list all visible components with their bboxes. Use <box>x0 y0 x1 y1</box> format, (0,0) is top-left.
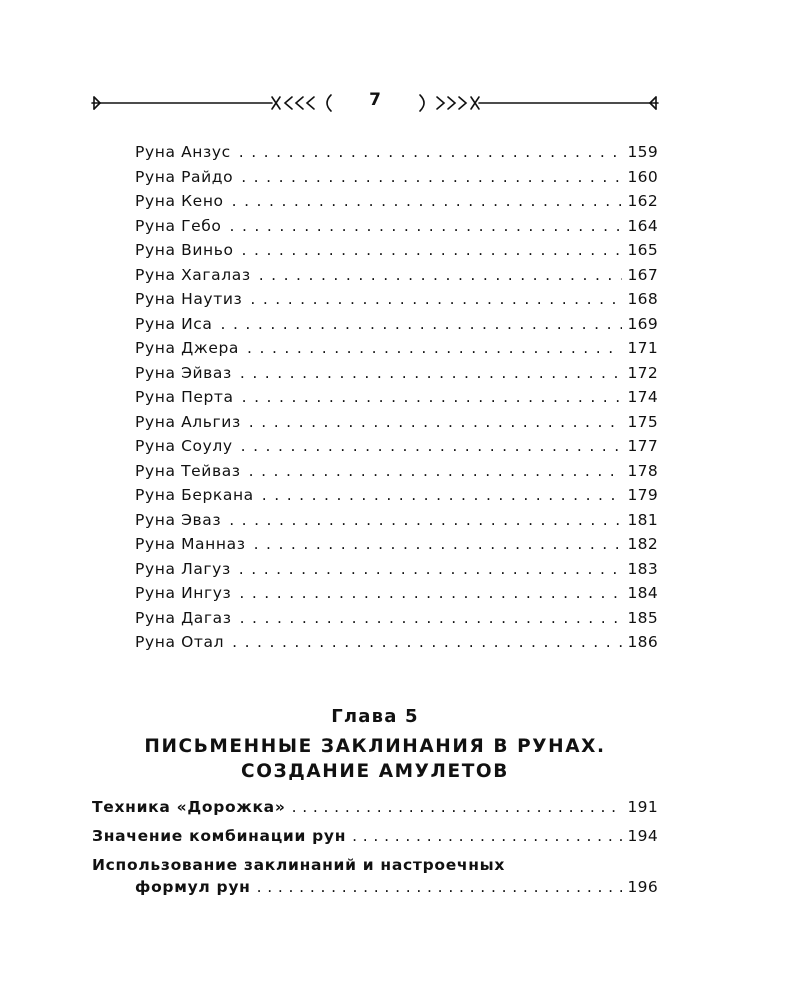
toc-entry-page: 191 <box>627 798 658 816</box>
toc-entry-title: Руна Джера <box>135 339 240 357</box>
toc-entry-title: Руна Наутиз <box>135 290 243 308</box>
toc-entry-page: 196 <box>627 878 658 896</box>
toc-entry[interactable] <box>135 217 658 242</box>
toc-entry-title: Руна Ингуз <box>135 584 232 602</box>
toc-entry[interactable] <box>135 388 658 413</box>
toc-entry-page: 181 <box>627 510 658 529</box>
toc-entry-page: 172 <box>627 363 658 382</box>
toc-entry-title: Руна Перта <box>135 388 234 406</box>
toc-entry[interactable] <box>135 339 658 364</box>
toc-entry-title: Руна Хагалаз <box>135 265 251 284</box>
toc-entry[interactable] <box>135 535 658 560</box>
rune-toc-list <box>135 143 658 658</box>
toc-entry-title: Руна Анзус <box>135 143 231 161</box>
toc-entry-page: 164 <box>627 216 658 235</box>
toc-entry[interactable] <box>135 486 658 511</box>
dot-leader <box>232 192 622 210</box>
toc-entry-title: Руна Отал <box>135 633 225 651</box>
toc-entry-page: 175 <box>627 412 658 431</box>
toc-entry-multiline[interactable] <box>92 856 658 902</box>
toc-entry-page: 171 <box>627 339 658 357</box>
toc-entry[interactable] <box>135 609 658 634</box>
toc-entry-title: Руна Райдо <box>135 167 234 186</box>
dot-leader <box>232 633 621 651</box>
toc-entry[interactable] <box>92 798 658 822</box>
chapter-title-line-2: СОЗДАНИЕ АМУЛЕТОВ <box>241 761 509 782</box>
chapter-title-line-1: ПИСЬМЕННЫЕ ЗАКЛИНАНИЯ В РУНАХ. <box>144 736 606 757</box>
toc-entry-title: Руна Кено <box>135 192 224 210</box>
toc-entry-page: 186 <box>627 633 658 651</box>
toc-entry-page: 162 <box>627 192 658 210</box>
toc-entry-title: Руна Беркана <box>135 486 254 504</box>
toc-entry-title: Руна Соулу <box>135 437 233 455</box>
toc-entry-page: 178 <box>627 461 658 480</box>
toc-entry-title: Руна Иса <box>135 314 213 333</box>
toc-entry[interactable] <box>135 364 658 389</box>
dot-leader <box>239 584 621 602</box>
toc-entry-title: Руна Альгиз <box>135 412 241 431</box>
dot-leader <box>257 878 622 896</box>
dot-leader <box>262 486 622 504</box>
toc-entry[interactable] <box>135 584 658 609</box>
dot-leader <box>230 217 622 235</box>
chapter-title <box>0 734 750 784</box>
toc-entry[interactable] <box>135 290 658 315</box>
dot-leader <box>250 290 621 308</box>
dot-leader <box>292 798 622 816</box>
toc-entry[interactable] <box>135 143 658 168</box>
toc-entry-page: 184 <box>627 584 658 602</box>
dot-leader <box>221 315 622 333</box>
dot-leader <box>240 609 622 627</box>
toc-entry[interactable] <box>135 266 658 291</box>
dot-leader <box>241 168 621 186</box>
chapter-label: Глава 5 <box>331 706 419 727</box>
dot-leader <box>247 339 621 357</box>
toc-entry-page: 177 <box>627 437 658 455</box>
toc-entry-page: 185 <box>627 608 658 627</box>
toc-entry[interactable] <box>135 168 658 193</box>
toc-entry-title: Руна Тейваз <box>135 461 241 480</box>
toc-entry-title-line-2: формул рун <box>135 878 251 896</box>
dot-leader <box>239 560 622 578</box>
toc-entry[interactable] <box>135 511 658 536</box>
toc-entry[interactable] <box>135 192 658 217</box>
dot-leader <box>352 827 621 845</box>
page-number: 7 <box>369 90 381 110</box>
dot-leader <box>249 462 622 480</box>
chapter-toc-list <box>92 798 658 902</box>
toc-entry-continuation <box>92 878 658 902</box>
dot-leader <box>242 241 622 259</box>
toc-entry-page: 168 <box>627 290 658 308</box>
toc-entry-title: Значение комбинации рун <box>92 827 347 845</box>
toc-entry[interactable] <box>135 413 658 438</box>
toc-entry-page: 159 <box>627 143 658 161</box>
toc-entry[interactable] <box>135 462 658 487</box>
toc-entry[interactable] <box>135 437 658 462</box>
toc-entry[interactable] <box>135 315 658 340</box>
toc-entry-title: Руна Эваз <box>135 510 222 529</box>
toc-entry[interactable] <box>92 827 658 851</box>
dot-leader <box>240 364 622 382</box>
toc-entry-title: Руна Манназ <box>135 535 246 553</box>
toc-entry-title-line-1: Использование заклинаний и настроечных <box>92 856 506 874</box>
toc-entry[interactable] <box>135 241 658 266</box>
dot-leader <box>249 413 622 431</box>
dot-leader <box>254 535 622 553</box>
toc-entry-title: Руна Виньо <box>135 241 234 259</box>
toc-entry-page: 194 <box>627 827 658 845</box>
toc-entry-title: Техника «Дорожка» <box>92 798 286 816</box>
toc-entry-title: Руна Гебо <box>135 216 222 235</box>
toc-entry-page: 183 <box>627 559 658 578</box>
dot-leader <box>239 143 622 161</box>
toc-entry-page: 160 <box>627 167 658 186</box>
dot-leader <box>229 511 621 529</box>
toc-entry[interactable] <box>135 560 658 585</box>
dot-leader <box>242 388 622 406</box>
toc-entry-page: 165 <box>627 241 658 259</box>
toc-entry-page: 182 <box>627 535 658 553</box>
toc-entry-page: 174 <box>627 388 658 406</box>
toc-entry-title: Руна Лагуз <box>135 559 231 578</box>
toc-entry-page: 169 <box>627 314 658 333</box>
dot-leader <box>241 437 622 455</box>
dot-leader <box>259 266 622 284</box>
toc-entry-page: 167 <box>627 265 658 284</box>
toc-entry-page: 179 <box>627 486 658 504</box>
toc-entry-title: Руна Эйваз <box>135 363 232 382</box>
toc-entry-title: Руна Дагаз <box>135 608 232 627</box>
page-header <box>90 88 660 118</box>
toc-entry[interactable] <box>135 633 658 658</box>
